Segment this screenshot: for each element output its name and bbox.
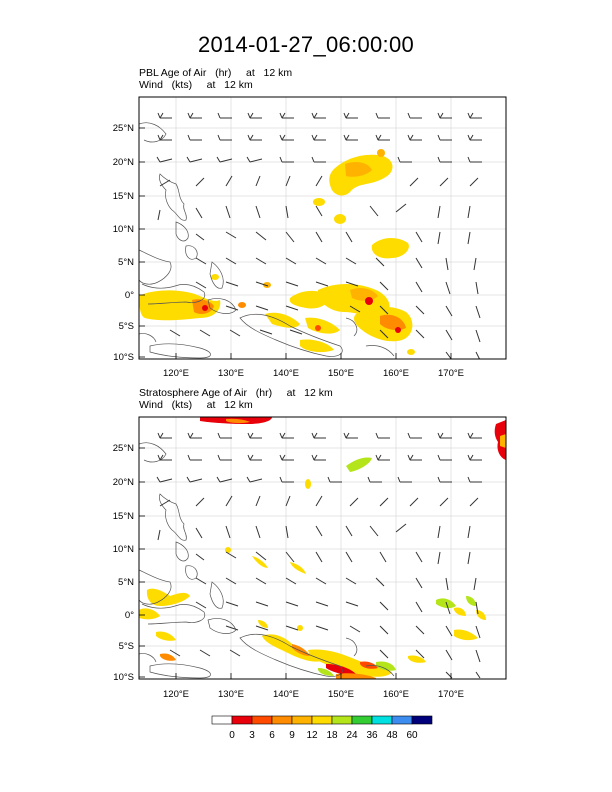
pbl-lat-label: 10°N [112, 224, 134, 235]
pbl-lon-label: 150°E [328, 368, 354, 379]
main-title: 2014-01-27_06:00:00 [197, 32, 415, 57]
strat-lat-label: 25°N [112, 443, 134, 454]
colorbar-label: 3 [249, 730, 255, 741]
colorbar-swatch [292, 716, 312, 724]
pbl-lon-label: 170°E [438, 368, 464, 379]
colorbar-label: 12 [306, 730, 318, 741]
strat-coastlines [139, 443, 394, 678]
colorbar-label: 24 [346, 730, 358, 741]
pbl-lat-label: 5°N [118, 257, 134, 268]
strat-lon-label: 160°E [383, 689, 409, 700]
pbl-lat-label: 10°S [113, 352, 134, 363]
pbl-lat-label: 25°N [112, 123, 134, 134]
colorbar-label: 60 [406, 730, 418, 741]
strat-lon-label: 140°E [273, 689, 299, 700]
pbl-age-map-panel [113, 97, 506, 379]
pbl-lon-label: 130°E [218, 368, 244, 379]
panel2-subtitle-line2: Wind (kts) at 12 km [139, 399, 253, 411]
pbl-lon-label: 160°E [383, 368, 409, 379]
strat-lat-label: 10°N [112, 544, 134, 555]
colorbar-label: 48 [386, 730, 398, 741]
strat-lon-label: 120°E [163, 689, 189, 700]
strat-gridlines [139, 417, 506, 679]
strat-lon-label: 170°E [438, 689, 464, 700]
colorbar-label: 9 [289, 730, 295, 741]
colorbar-label: 36 [366, 730, 378, 741]
colorbar-label: 6 [269, 730, 275, 741]
pbl-lon-label: 120°E [163, 368, 189, 379]
colorbar-swatch [392, 716, 412, 724]
strat-lat-label: 5°N [118, 577, 134, 588]
colorbar-swatch [212, 716, 232, 724]
colorbar-swatch [312, 716, 332, 724]
pbl-lon-label: 140°E [273, 368, 299, 379]
colorbar-swatch [332, 716, 352, 724]
colorbar-swatch [232, 716, 252, 724]
strat-lat-label: 5°S [118, 641, 134, 652]
pbl-age-shading [139, 149, 415, 355]
strat-lon-label: 150°E [328, 689, 354, 700]
colorbar [212, 716, 432, 741]
strat-lat-label: 15°N [112, 511, 134, 522]
panel1-subtitle-line1: PBL Age of Air (hr) at 12 km [139, 67, 293, 79]
colorbar-swatch [372, 716, 392, 724]
panel2-subtitle-line1: Stratosphere Age of Air (hr) at 12 km [139, 387, 333, 399]
pbl-lat-label: 0° [124, 290, 134, 301]
strat-lat-label: 10°S [113, 672, 134, 683]
pbl-lat-label: 15°N [112, 191, 134, 202]
pbl-lat-label: 5°S [118, 321, 134, 332]
panel1-subtitle-line2: Wind (kts) at 12 km [139, 79, 253, 91]
pbl-lat-label: 20°N [112, 157, 134, 168]
colorbar-swatch [272, 716, 292, 724]
colorbar-label: 18 [326, 730, 338, 741]
colorbar-swatch [412, 716, 432, 724]
strat-wind-barbs [157, 433, 482, 678]
colorbar-swatch [252, 716, 272, 724]
strat-lat-label: 20°N [112, 477, 134, 488]
colorbar-label: 0 [229, 730, 235, 741]
stratosphere-age-map-panel [113, 417, 506, 700]
colorbar-swatch [352, 716, 372, 724]
strat-lat-label: 0° [124, 610, 134, 621]
strat-lon-label: 130°E [218, 689, 244, 700]
